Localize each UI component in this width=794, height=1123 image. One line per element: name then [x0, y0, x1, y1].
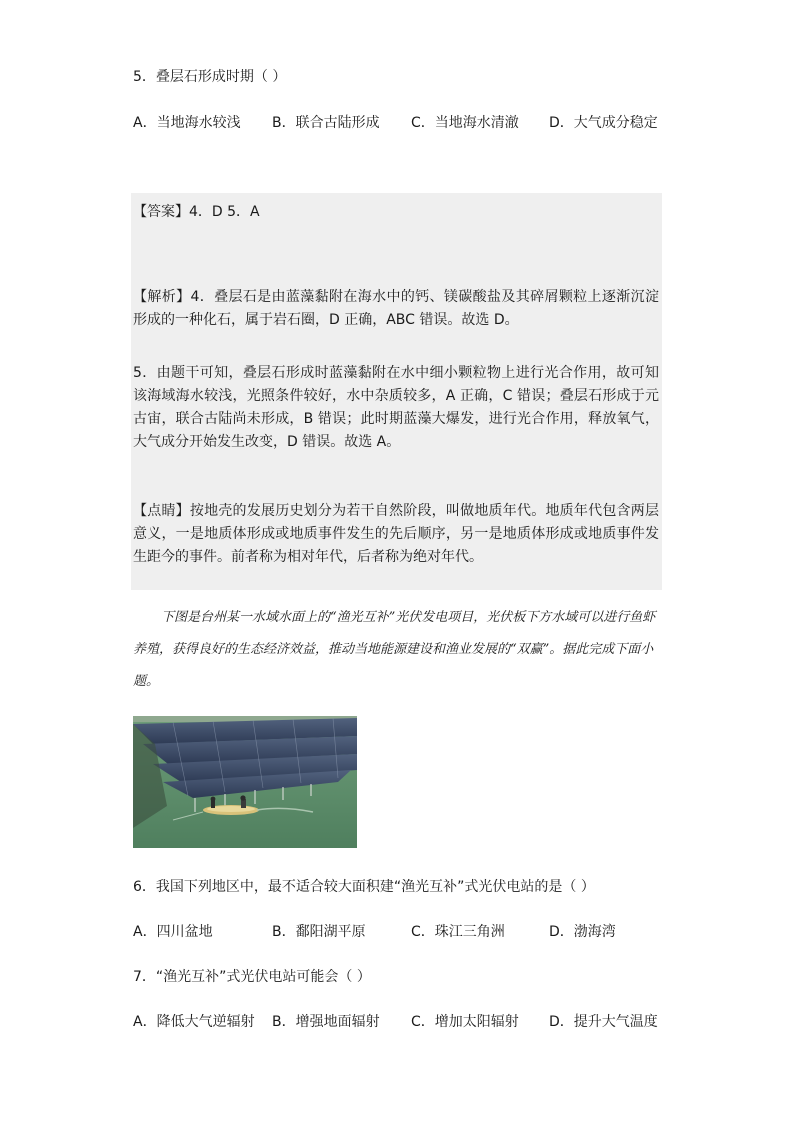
question-6-stem: 6．我国下列地区中，最不适合较大面积建“渔光互补”式光伏电站的是（ ）	[133, 879, 595, 895]
analysis-paragraph-2: 5．由题干可知，叠层石形成时蓝藻黏附在水中细小颗粒物上进行光合作用，故可知该海域海水较浅，光照条件较好，水中杂质较多，A 正确，C 错误；叠层石形成于元古宙，联合古陆尚未形成，B 错误；此时期蓝藻大爆发，进行光合作用，释放氧气，大气成分开始发生改变，D 错误。故选 A。	[133, 365, 659, 450]
question-6-option-c: C．珠江三角洲	[411, 924, 505, 940]
tip-paragraph: 【点睛】按地壳的发展历史划分为若干自然阶段，叫做地质年代。地质年代包含两层意义，一是地质体形成或地质事件发生的先后顺序，另一是地质体形成或地质事件发生距今的事件。前者称为相对年代，后者称为绝对年代。	[133, 503, 659, 565]
question-5-stem: 5．叠层石形成时期（ ）	[133, 69, 287, 85]
question-5-option-c: C．当地海水清澈	[411, 115, 519, 131]
question-6-option-a: A．四川盆地	[133, 924, 213, 940]
material-intro	[133, 602, 659, 698]
question-7-option-d: D．提升大气温度	[549, 1014, 658, 1030]
question-6-option-d: D．渤海湾	[549, 924, 616, 940]
fishery-solar-photo-svg	[133, 716, 357, 848]
question-7-option-b: B．增强地面辐射	[272, 1014, 380, 1030]
question-7-stem: 7．“渔光互补”式光伏电站可能会（ ）	[133, 969, 371, 985]
material-intro-text: 下图是台州某一水域水面上的“渔光互补”光伏发电项目，光伏板下方水域可以进行鱼虾养殖，获得良好的生态经济效益，推动当地能源建设和渔业发展的“双赢”。据此完成下面小题。	[133, 610, 656, 689]
question-5-option-a: A．当地海水较浅	[133, 115, 241, 131]
fishery-solar-photo	[133, 716, 357, 848]
question-6-option-b: B．鄱阳湖平原	[272, 924, 366, 940]
question-5-option-d: D．大气成分稳定	[549, 115, 658, 131]
analysis-paragraph-1: 【解析】4．叠层石是由蓝藻黏附在海水中的钙、镁碳酸盐及其碎屑颗粒上逐渐沉淀形成的一种化石，属于岩石圈，D 正确，ABC 错误。故选 D。	[133, 289, 659, 328]
question-7-option-a: A．降低大气逆辐射	[133, 1014, 255, 1030]
answer-line: 【答案】4．D 5．A	[133, 204, 260, 220]
question-7-option-c: C．增加太阳辐射	[411, 1014, 519, 1030]
question-5-option-b: B．联合古陆形成	[272, 115, 380, 131]
